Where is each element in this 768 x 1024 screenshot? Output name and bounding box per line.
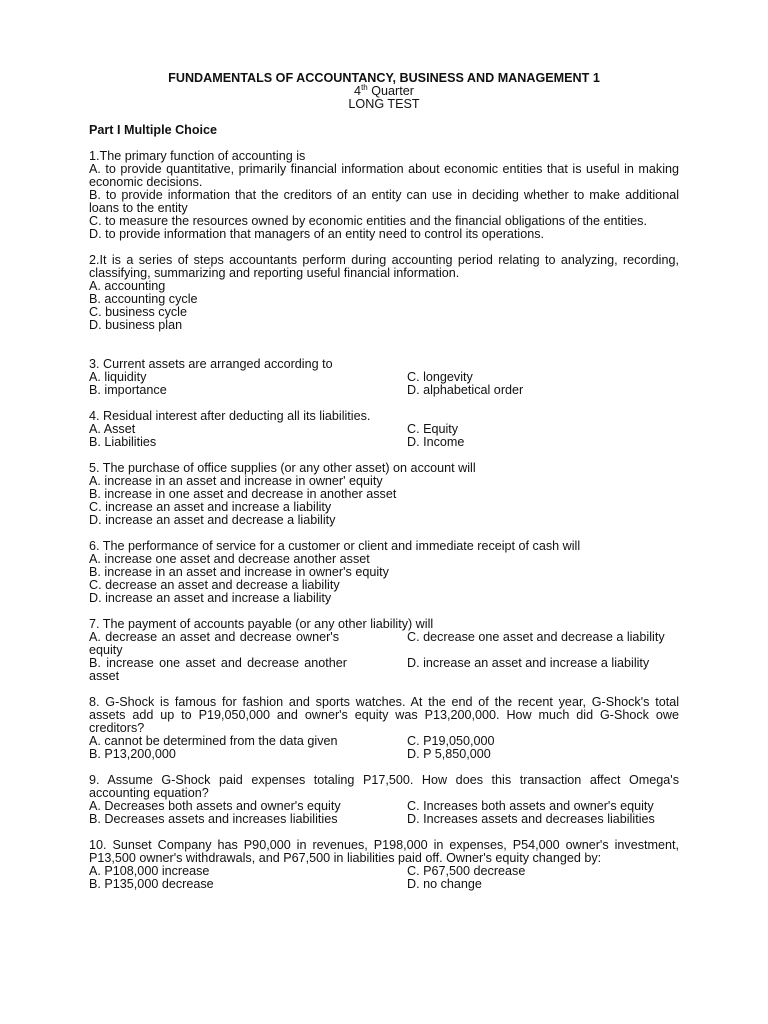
question-stem: 8. G-Shock is famous for fashion and sports watches. At the end of the recent year, G-Shock's total assets add up to P19,050,000 and owner's equity was P13,200,000. How much did G-Shock owe creditors? — [89, 695, 679, 735]
choice-a: A. Asset — [89, 422, 136, 436]
question-4 — [89, 410, 679, 449]
choices-grid — [89, 371, 679, 397]
choices-grid — [89, 735, 679, 761]
part-title: Part I Multiple Choice — [89, 123, 218, 137]
question-1 — [89, 150, 679, 241]
question-6 — [89, 540, 679, 605]
choice-a: A. to provide quantitative, primarily financial information about economic entities that is useful in making economic decisions. — [89, 162, 679, 189]
document-header — [0, 72, 768, 111]
choice-a: A. decrease an asset and decrease owner's equity — [89, 630, 339, 657]
choice-c: C. P19,050,000 — [407, 734, 495, 748]
choice-c: C. increase an asset and increase a liability — [89, 500, 332, 514]
choice-a: A. increase in an asset and increase in owner' equity — [89, 474, 383, 488]
choices-grid — [89, 423, 679, 449]
choice-a: A. liquidity — [89, 370, 147, 384]
choice-b: B. P135,000 decrease — [89, 877, 214, 891]
choices-grid — [89, 631, 679, 683]
question-2 — [89, 254, 679, 332]
choice-d: D. P 5,850,000 — [407, 747, 491, 761]
question-stem: 3. Current assets are arranged according to — [89, 357, 333, 371]
choice-d: D. no change — [407, 877, 482, 891]
choice-b: B. increase in one asset and decrease in another asset — [89, 487, 397, 501]
choice-c: C. decrease one asset and decrease a liability — [407, 630, 665, 644]
choice-c: C. decrease an asset and decrease a liability — [89, 578, 340, 592]
question-stem: 1.The primary function of accounting is — [89, 149, 306, 163]
question-stem: 2.It is a series of steps accountants perform during accounting period relating to analyzing, recording, classifying, summarizing and reporting useful financial information. — [89, 253, 679, 280]
choice-c: C. longevity — [407, 370, 473, 384]
choice-d: D. Income — [407, 435, 465, 449]
choice-d: D. increase an asset and increase a liability — [89, 591, 332, 605]
choice-a: A. Decreases both assets and owner's equity — [89, 799, 341, 813]
question-stem: 9. Assume G-Shock paid expenses totaling P17,500. How does this transaction affect Omega's accounting equation? — [89, 773, 679, 800]
choice-b: B. to provide information that the creditors of an entity can use in deciding whether to make additional loans to the entity — [89, 188, 679, 215]
choices-grid — [89, 865, 679, 891]
choice-d: D. increase an asset and increase a liability — [407, 656, 650, 670]
choice-a: A. cannot be determined from the data given — [89, 734, 338, 748]
choice-c: C. to measure the resources owned by economic entities and the financial obligations of the entities. — [89, 214, 647, 228]
document-title: FUNDAMENTALS OF ACCOUNTANCY, BUSINESS AND MANAGEMENT 1 — [168, 71, 600, 85]
question-stem: 10. Sunset Company has P90,000 in revenues, P198,000 in expenses, P54,000 owner's investment, P13,500 owner's withdrawals, and P67,500 in liabilities paid off. Owner's equity changed by: — [89, 838, 679, 865]
choice-d: D. to provide information that managers of an entity need to control its operations. — [89, 227, 545, 241]
choice-c: C. business cycle — [89, 305, 187, 319]
choices-grid — [89, 800, 679, 826]
choice-a: A. increase one asset and decrease another asset — [89, 552, 370, 566]
test-content — [89, 124, 679, 904]
question-stem: 5. The purchase of office supplies (or any other asset) on account will — [89, 461, 476, 475]
choice-c: C. Equity — [407, 422, 459, 436]
quarter-number: 4 — [354, 84, 362, 98]
choice-a: A. P108,000 increase — [89, 864, 210, 878]
choice-b: B. importance — [89, 383, 167, 397]
question-stem: 7. The payment of accounts payable (or any other liability) will — [89, 617, 434, 631]
question-3 — [89, 358, 679, 397]
choice-b: B. accounting cycle — [89, 292, 198, 306]
question-10 — [89, 839, 679, 891]
question-stem: 6. The performance of service for a customer or client and immediate receipt of cash will — [89, 539, 581, 553]
question-5 — [89, 462, 679, 527]
choice-d: D. alphabetical order — [407, 383, 524, 397]
choice-d: D. increase an asset and decrease a liability — [89, 513, 336, 527]
choice-c: C. Increases both assets and owner's equity — [407, 799, 654, 813]
choice-b: B. increase in an asset and increase in owner's equity — [89, 565, 389, 579]
question-stem: 4. Residual interest after deducting all its liabilities. — [89, 409, 371, 423]
choice-b: B. increase one asset and decrease another asset — [89, 656, 347, 683]
choice-c: C. P67,500 decrease — [407, 864, 526, 878]
choice-b: B. Decreases assets and increases liabilities — [89, 812, 338, 826]
question-8 — [89, 696, 679, 761]
test-type: LONG TEST — [348, 97, 420, 111]
question-9 — [89, 774, 679, 826]
choice-b: B. P13,200,000 — [89, 747, 176, 761]
choice-d: D. business plan — [89, 318, 183, 332]
choice-a: A. accounting — [89, 279, 166, 293]
choice-b: B. Liabilities — [89, 435, 157, 449]
quarter-word: Quarter — [367, 84, 414, 98]
question-7 — [89, 618, 679, 683]
quarter-ordinal: th — [361, 82, 368, 92]
choice-d: D. Increases assets and decreases liabilities — [407, 812, 655, 826]
